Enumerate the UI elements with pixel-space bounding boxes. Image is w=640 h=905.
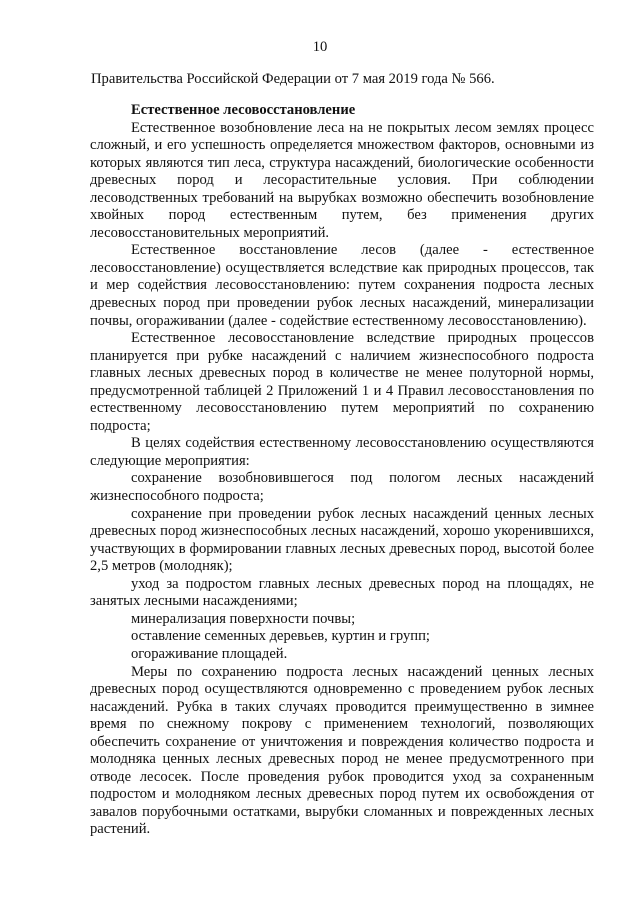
list-item-care: уход за подростом главных лесных древесных пород на площадях, не занятых лесными насаждениями; (90, 575, 594, 610)
page-number: 10 (312, 39, 328, 55)
intro-line: Правительства Российской Федерации от 7 мая 2019 года № 566. (91, 71, 495, 87)
section-heading: Естественное лесовосстановление (131, 102, 356, 118)
paragraph-natural-renewal: Естественное возобновление леса на не покрытых лесом землях процесс сложный, и его успешность определяется множеством факторов, основными из которых являются тип леса, структура насаждений, биологические особенности древесных пород и лесорастительные условия. При соблюдении лесоводственных требований на вырубках возможно обеспечить возобновление хвойных пород естественным путем, без применения других лесовосстановительных мероприятий. (90, 119, 594, 241)
section-body (90, 102, 594, 839)
paragraph-definition: Естественное восстановление лесов (далее - естественное лесовосстановление) осуществляется вследствие как природных процессов, так и мер содействия лесовосстановлению: путем сохранения подроста лесных древесных пород при проведении рубок лесных насаждений, минерализации почвы, огораживании (далее - содействие естественному лесовосстановлению). (90, 242, 594, 329)
paragraph-natural-processes: Естественное лесовосстановление вследствие природных процессов планируется при рубке насаждений с наличием жизнеспособного подроста главных лесных древесных пород в количестве не менее полуторной нормы, предусмотренной таблицей 2 Приложений 1 и 4 Правил лесовосстановления по естественному лесовосстановлению путем мероприятий по сохранению подроста; (90, 330, 594, 434)
list-item-undergrowth: сохранение возобновившегося под пологом лесных насаждений жизнеспособного подроста; (90, 470, 594, 505)
list-item-fencing: огораживание площадей. (131, 645, 288, 662)
list-item-young-growth: сохранение при проведении рубок лесных насаждений ценных лесных древесных пород жизнеспособных лесных насаждений, хорошо укоренившихся, участвующих в формировании главных лесных древесных пород, высотой более 2,5 метров (молодняк); (90, 505, 594, 575)
paragraph-measures-intro: В целях содействия естественному лесовосстановлению осуществляются следующие мероприятия: (90, 435, 594, 469)
list-item-seed-trees: оставление семенных деревьев, куртин и групп; (131, 628, 430, 645)
list-item-soil: минерализация поверхности почвы; (131, 610, 356, 627)
paragraph-preservation: Меры по сохранению подроста лесных насаждений ценных лесных древесных пород осуществляются одновременно с проведением рубок лесных насаждений. Рубка в таких случаях проводится преимущественно в зимнее время по снежному покрову с применением технологий, позволяющих обеспечить сохранение от уничтожения и повреждения количество подроста и молодняка ценных лесных древесных пород не менее предусмотренного при отводе лесосек. После проведения рубок проводится уход за сохраненным подростом и молодняком лесных древесных пород путем их освобождения от завалов порубочными остатками, вырубки сломанных и поврежденных лесных растений. (90, 663, 594, 838)
